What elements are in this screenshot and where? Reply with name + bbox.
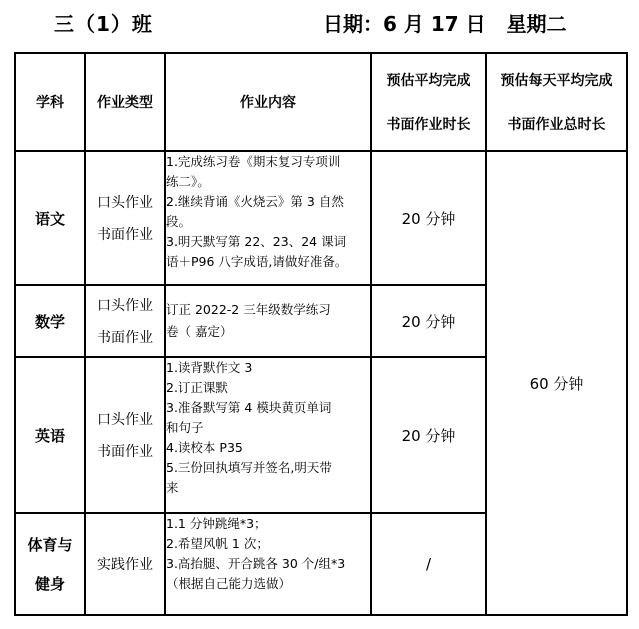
content-line: 5.三份回执填写并签名,明天带	[166, 460, 332, 475]
header-avg-time	[371, 53, 486, 151]
content-line: 语＋P96 八字成语,请做好准备。	[166, 254, 348, 269]
content-line: 卷（ 嘉定）	[166, 324, 233, 339]
content-line: 1.完成练习卷《期末复习专项训	[166, 154, 341, 169]
content-line: 段。	[166, 214, 192, 229]
header-daily-total-line1: 预估每天平均完成	[500, 73, 613, 89]
type-label: 书面作业	[97, 227, 153, 243]
content-line: 3.准备默写第 4 模块黄页单词	[166, 400, 332, 415]
subject-cell	[15, 357, 85, 513]
header-avg-time-line1: 预估平均完成	[386, 73, 471, 89]
content-line: 和句子	[166, 420, 204, 435]
type-label: 实践作业	[97, 557, 153, 573]
content-line: 2.希望风帆 1 次；	[166, 536, 269, 551]
content-cell	[165, 151, 371, 285]
table-row-chinese	[15, 151, 627, 285]
table-header-row	[15, 53, 627, 151]
subject-cell	[15, 151, 85, 285]
header-content: 作业内容	[165, 53, 371, 151]
content-line: 来	[166, 480, 179, 495]
content-line: （根据自己能力选做）	[166, 576, 292, 591]
content-line: 订正 2022-2 三年级数学练习	[166, 302, 331, 317]
type-cell	[85, 513, 165, 615]
content-line: 1.1 分钟跳绳*3；	[166, 516, 267, 531]
header-avg-time-line2: 书面作业时长	[386, 117, 471, 133]
header-daily-total-line2: 书面作业总时长	[507, 117, 606, 133]
type-cell	[85, 285, 165, 357]
date-label: 日期：6 月 17 日 星期二	[323, 12, 567, 36]
content-cell	[165, 285, 371, 357]
avg-time-cell: 20 分钟	[371, 285, 486, 357]
content-cell	[165, 357, 371, 513]
daily-total-cell: 60 分钟	[486, 151, 627, 615]
subject-label: 语文	[34, 209, 65, 228]
type-label: 口头作业	[97, 195, 153, 211]
subject-label: 健身	[34, 575, 65, 593]
page-header	[0, 0, 639, 48]
subject-label: 体育与	[27, 536, 73, 554]
header-subject: 学科	[15, 53, 85, 151]
type-label: 书面作业	[97, 330, 153, 346]
subject-cell	[15, 513, 85, 615]
content-line: 练二》。	[166, 174, 210, 189]
homework-table	[14, 52, 628, 616]
type-cell	[85, 357, 165, 513]
type-label: 口头作业	[97, 412, 153, 428]
content-cell	[165, 513, 371, 615]
avg-time-cell: /	[371, 513, 486, 615]
type-cell	[85, 151, 165, 285]
content-line: 2.订正课默	[166, 380, 228, 395]
type-label: 口头作业	[97, 298, 153, 314]
avg-time-cell: 20 分钟	[371, 151, 486, 285]
avg-time-cell: 20 分钟	[371, 357, 486, 513]
content-line: 3.明天默写第 22、23、24 课词	[166, 234, 347, 249]
content-line: 1.读背默作文 3	[166, 360, 253, 375]
subject-label: 英语	[34, 426, 65, 445]
content-line: 3.高抬腿、开合跳各 30 个/组*3	[166, 556, 346, 571]
subject-cell	[15, 285, 85, 357]
content-line: 2.继续背诵《火烧云》第 3 自然	[166, 194, 344, 209]
type-label: 书面作业	[97, 444, 153, 460]
header-type: 作业类型	[85, 53, 165, 151]
class-name: 三（1）班	[54, 12, 153, 36]
subject-label: 数学	[34, 312, 65, 331]
header-daily-total	[486, 53, 627, 151]
content-line: 4.读校本 P35	[166, 440, 243, 455]
